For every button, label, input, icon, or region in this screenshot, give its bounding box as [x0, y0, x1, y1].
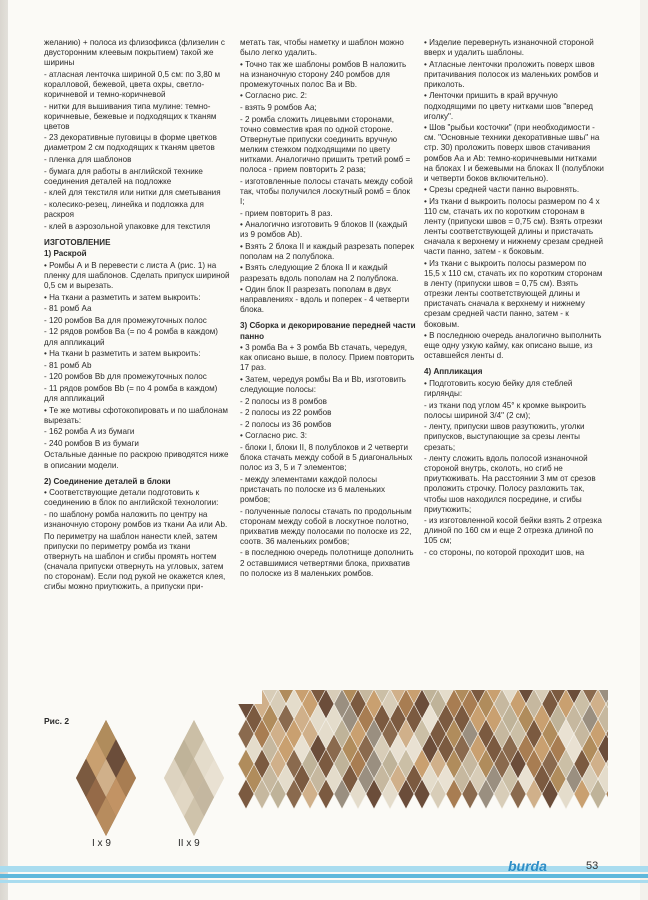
subheading-applique: 4) Аппликация: [424, 367, 483, 377]
instruction-paragraph: - 81 ромб Ab: [44, 360, 92, 370]
instruction-paragraph: • В последнюю очередь аналогично выполнить еще одну узкую кайму, как описано выше, из оставшейся ленты d.: [424, 331, 602, 361]
figure-3-patchwork: [232, 690, 608, 850]
instruction-paragraph: • На ткани b разметить и затем выкроить:: [44, 349, 201, 359]
instruction-paragraph: Остальные данные по раскрою приводятся ниже в описании модели.: [44, 450, 229, 470]
instruction-paragraph: По периметру на шаблон нанести клей, затем припуски по периметру ромба из ткани отвернуть на шаблон и сгибы промять ногтем (сначала припуски отвернуть на угловых, затем по сторонам). Если под рукой не окажется клея, сгибы можно приутюжить, а припуски при-: [44, 531, 226, 592]
materials-item: - бумага для работы в английской технике соединения деталей на подложке: [44, 166, 203, 186]
column-1: [44, 38, 230, 594]
materials-item: - пленка для шаблонов: [44, 155, 132, 165]
figure-3: [232, 690, 608, 850]
instruction-paragraph: • На ткани а разметить и затем выкроить:: [44, 292, 201, 302]
page-number: 53: [586, 860, 599, 872]
instruction-paragraph: - 2 полосы из 8 ромбов: [240, 396, 327, 406]
instruction-paragraph: - 2 ромба сложить лицевыми сторонами, точно совместив края по одной стороне. Отвернутые припуски соединить вручную мелким стежком подходящими по цвету нитками. Аналогично пришить третий ромб = полоса - прием повторить 2 раза;: [240, 114, 411, 175]
instruction-paragraph: • Согласно рис. 2:: [240, 91, 308, 101]
footer-stripe: [0, 866, 648, 872]
instruction-paragraph: - прием повторить 8 раз.: [240, 208, 333, 218]
materials-item: - атласная ленточка шириной 0,5 см: по 3,80 м коралловой, бежевой, цвета охры, светло-коричневой и темно-коричневой: [44, 69, 221, 99]
instruction-paragraph: • Затем, чередуя ромбы Ва и Bb, изготовить следующие полосы:: [240, 374, 407, 394]
instruction-paragraph: • Те же мотивы сфотокопировать и по шаблонам вырезать:: [44, 405, 228, 425]
instruction-paragraph: - по шаблону ромба наложить по центру на изнаночную сторону ромбов из ткани Аа или Ab.: [44, 509, 228, 530]
column-3: [424, 38, 604, 560]
materials-item: - 23 декоративные пуговицы в форме цветков диаметром 2 см подходящих к тканям цветов: [44, 133, 217, 153]
instruction-paragraph: • Срезы средней части панно выровнять.: [424, 185, 580, 195]
column-2: [240, 38, 416, 580]
figure-2: [44, 716, 230, 851]
brand-logo: burda: [508, 858, 547, 874]
block-2-diamond: [164, 720, 224, 836]
instruction-paragraph: метать так, чтобы наметку и шаблон можно было легко удалить.: [240, 38, 404, 58]
instruction-paragraph: - со стороны, по которой проходит шов, на: [424, 548, 585, 557]
instruction-paragraph: - 11 рядов ромбов Bb (= по 4 ромба в каждом) для аппликаций: [44, 383, 218, 403]
instruction-paragraph: - между элементами каждой полосы пристачать по полоске из 6 маленьких ромбов;: [240, 474, 386, 504]
page-footer: [0, 862, 648, 900]
figure-2-label: Рис. 2: [44, 716, 70, 726]
instruction-paragraph: • Подготовить косую бейку для стеблей гирлянды:: [424, 379, 573, 399]
instruction-paragraph: • 3 ромба Ва + 3 ромба Bb стачать, чередуя, как описано выше, в полосу. Прием повторить 17 раз.: [240, 343, 415, 373]
section-heading: ИЗГОТОВЛЕНИЕ: [44, 237, 111, 247]
instruction-paragraph: • Атласные ленточки проложить поверх швов притачивания полосок из маленьких ромбов и приколоть.: [424, 59, 599, 89]
materials-item: - клей в аэрозольной упаковке для текстиля: [44, 221, 211, 231]
instruction-paragraph: • Ромбы А и В перевести с листа А (рис. 1) на пленку для шаблонов. Сделать припуск шириной 0,5 см и вырезать.: [44, 260, 230, 291]
subheading-assembly: 3) Сборка и декорирование передней части панно: [240, 321, 416, 341]
instruction-paragraph: - полученные полосы стачать по продольным сторонам между собой в лоскутное полотно, прихватив между полосами по полоске из 22, соотв. 36 маленьких ромбов;: [240, 506, 412, 546]
instruction-paragraph: • Точно так же шаблоны ромбов В наложить на изнаночную сторону 240 ромбов для промежуточных полос Ва и Bb.: [240, 59, 407, 89]
instruction-paragraph: • Согласно рис. 3:: [240, 431, 308, 441]
instruction-paragraph: - 81 ромб Аа: [44, 304, 92, 314]
instruction-paragraph: - блоки I, блоки II, 8 полублоков и 2 четверти блока стачать между собой в 5 диагональных полос из 3, 5 и 7 элементов;: [240, 442, 413, 473]
instruction-paragraph: • Ленточки пришить в край вручную подходящими по цвету нитками шов "вперед иголку".: [424, 91, 594, 121]
instruction-paragraph: - из ткани под углом 45° к кромке выкроить полосы шириной 3/4" (2 см);: [424, 400, 587, 420]
instruction-paragraph: - 120 ромбов Ва для промежуточных полос: [44, 315, 207, 325]
subheading-joining: 2) Соединение деталей в блоки: [44, 476, 171, 486]
materials-item: - клей для текстиля или нитки для сметывания: [44, 188, 221, 198]
instruction-paragraph: - 162 ромба А из бумаги: [44, 427, 135, 437]
instruction-paragraph: - ленту, припуски швов разутюжить, уголки припусков, выступающие за срезы ленты срезать;: [424, 422, 585, 452]
instruction-paragraph: - 240 ромбов В из бумаги: [44, 438, 139, 448]
instruction-paragraph: • Соответствующие детали подготовить к соединению в блок по английской технологии:: [44, 488, 219, 508]
instruction-paragraph: • Один блок II разрезать пополам в двух направлениях - вдоль и поперек - 4 четверти блока.: [240, 285, 410, 315]
block-1-diamond: [76, 720, 136, 836]
instruction-paragraph: - 2 полосы из 22 ромбов: [240, 408, 332, 418]
instruction-paragraph: - взять 9 ромбов Аа;: [240, 103, 317, 113]
instruction-paragraph: - 2 полосы из 36 ромбов: [240, 419, 332, 429]
instruction-paragraph: - 12 рядов ромбов Ва (= по 4 ромба в каждом) для аппликаций: [44, 327, 218, 347]
instruction-paragraph: - 120 ромбов Bb для промежуточных полос: [44, 372, 207, 382]
figure-2-caption-1: I x 9: [92, 838, 111, 849]
materials-item: - колесико-резец, линейка и подложка для раскроя: [44, 199, 204, 219]
footer-stripe: [0, 874, 648, 878]
instruction-paragraph: - ленту сложить вдоль полосой изнаночной стороной внутрь, сколоть, но сгиб не приутюживать. На расстоянии 3 мм от срезов проложить строчку. Полосу разложить так, чтобы шов находился посредине, и сгибы приутюжить;: [424, 454, 596, 514]
instruction-paragraph: - в последнюю очередь полотнище дополнить 2 оставшимися четвертями блока, прихватив по полоске из 8 маленьких ромбов.: [240, 548, 414, 578]
figure-2-caption-2: II x 9: [178, 838, 200, 849]
footer-stripe: [0, 880, 648, 883]
instruction-paragraph: - изготовленные полосы стачать между собой так, чтобы получился лоскутный ромб = блок I;: [240, 176, 413, 206]
materials-item: - нитки для вышивания типа мулине: темно-коричневые, бежевые и подходящих к тканям цветов: [44, 101, 217, 131]
instruction-paragraph: • Шов "рыбьи косточки" (при необходимости - см. "Основные техники декоративные швы" на стр. 30) проложить поверх швов стачивания ромбов Аа и Ab: темно-коричневыми нитками на блоках I и бежевыми на блоках II (полублоки и четверти боков включительно).: [424, 123, 604, 183]
instruction-paragraph: • Из ткани d выкроить полосы размером по 4 х 110 см, стачать их по коротким сторонам в ленту (припуски швов = 0,75 см). Взять отрезки ленты соответствующей длины и пристачать сначала к верхнему и нижнему срезам средней части панно, затем - к боковым.: [424, 196, 603, 257]
subheading-cutting: 1) Раскрой: [44, 249, 87, 259]
instruction-paragraph: • Из ткани с выкроить полосы размером по 15,5 х 110 см, стачать их по коротким сторонам в ленту (припуски швов = 0,75 см). Взять отрезки ленты соответствующей длины и пристачать сначала к верхнему и нижнему срезам средней части панно, затем - к боковым.: [424, 258, 603, 329]
instruction-paragraph: • Взять следующие 2 блока II и каждый разрезать вдоль пополам на 2 полублока.: [240, 263, 399, 283]
materials-item: желанию) + полоса из флизофикса (флизелин с двусторонним клеевым покрытием) такой же ширины: [44, 38, 225, 68]
instruction-paragraph: • Изделие перевернуть изнаночной стороной вверх и удалить шаблоны.: [424, 38, 594, 58]
instruction-paragraph: • Взять 2 блока II и каждый разрезать поперек пополам на 2 полублока.: [240, 241, 414, 261]
figure-2-diamonds: [44, 716, 230, 851]
instruction-paragraph: - из изготовленной косой бейки взять 2 отрезка длиной по 160 см и еще 2 отрезка длиной по 105 см;: [424, 516, 602, 546]
instruction-paragraph: • Аналогично изготовить 9 блоков II (каждый из 9 ромбов Ab).: [240, 220, 408, 240]
